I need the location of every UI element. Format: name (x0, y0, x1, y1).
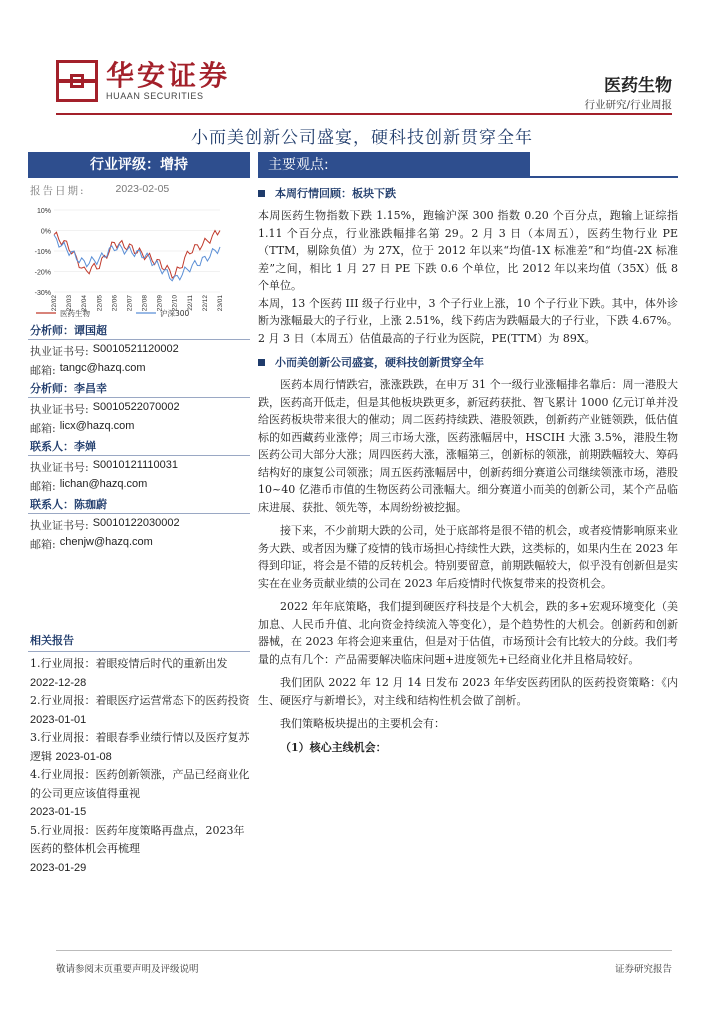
sector-label: 医药生物 (604, 76, 672, 96)
email-link[interactable]: chenjw@hazq.com (59, 536, 153, 548)
square-bullet-icon (258, 190, 265, 197)
footer-divider (56, 950, 672, 951)
logo-name-en: HUAAN SECURITIES (106, 91, 204, 101)
cert-label: 执业证书号: (30, 519, 89, 532)
related-reports-list (28, 655, 250, 877)
analyst-block (28, 436, 250, 494)
sidebar (28, 152, 250, 877)
analyst-block (28, 494, 250, 552)
chart-x-tick-label: 22/08 (141, 295, 149, 312)
paragraph: 我们策略板块提出的主要机会有： (280, 717, 445, 730)
section-heading (258, 185, 678, 201)
related-report-link[interactable] (30, 692, 250, 729)
chart-legend-label: 沪深300 (160, 309, 190, 318)
paragraph: 接下来，不少前期大跌的公司，处于底部将是很不错的机会，或者疫情影响原来业务大跌、或者因为赚了疫情的钱市场担心持续性大跌，这类标的，如果内生在 2023 年得到印证，将会是不错的反转机会。特别要留意，前期跌幅较大，似乎没有创新但是实实在在业务贡献业绩的公司在 2023 年后疫情时代恢复带来的投资机会。 (258, 524, 678, 590)
email-link[interactable]: licx@hazq.com (59, 420, 135, 432)
related-report-link[interactable] (30, 729, 250, 766)
section-title: 小而美创新公司盛宴，硬科技创新贯穿全年 (275, 356, 484, 369)
industry-rating: 行业评级：增持 (28, 152, 250, 178)
chart-x-tick-label: 22/10 (171, 295, 179, 312)
cert-number: S0010521120002 (92, 343, 179, 355)
performance-chart-svg (28, 200, 250, 320)
company-logo (56, 60, 230, 102)
cert-number: S0010122030002 (92, 517, 180, 529)
related-reports-heading: 相关报告 (28, 632, 250, 652)
chart-y-tick-label: 10% (36, 208, 51, 215)
paragraph: 医药本周行情跌宕，涨涨跌跌，在申万 31 个一级行业涨幅排名靠后：周一港股大跌，医药高开低走，但是其他板块跌更多，新冠药获批、智飞累计 1000 亿元订单并没给医药板块带来很大的催动；周二医药持续跌、港股领跌，创新药产业链领跌，低估值标的如西藏药业涨停；周三市场大涨，医药涨幅居中，HSCIH 大涨 3.5%，港股生物医药公司大部分大涨；周四医药大涨，涨幅第三，创新标的领涨，前期跌幅较大、筹码结构好的康复公司领涨；周五医药涨幅居中，创新药细分赛道公司继续领涨市场，港股 10~40 亿港币市值的生物医药公司涨幅大。细分赛道小而美的创新公司，某个产品临床进展、获批、领先等，本周纷纷被挖掘。 (258, 378, 678, 514)
related-report-date: 2023-01-08 (55, 750, 112, 763)
report-date-value: 2023-02-05 (115, 183, 170, 195)
chart-y-tick-label: -10% (34, 249, 51, 256)
paragraph: 我们团队 2022 年 12 月 14 日发布 2023 年华安医药团队的医药投资策略：《内生、硬医疗与新增长》，对主线和结构性机会做了剖析。 (258, 676, 678, 707)
analyst-name: 联系人：陈珈蔚 (28, 494, 250, 514)
logo-emblem-icon (56, 60, 98, 102)
analyst-name: 联系人：李婵 (28, 436, 250, 456)
related-report-link[interactable] (30, 822, 250, 878)
square-bullet-icon (258, 359, 265, 366)
email-label: 邮箱: (30, 480, 56, 493)
key-views-rule (530, 176, 678, 178)
chart-series-line (54, 235, 220, 281)
performance-chart (28, 200, 250, 320)
analyst-name: 分析师：李昌幸 (28, 378, 250, 398)
related-report-title: 4.行业周报：医药创新领涨，产品已经商业化的公司更应该值得重视 (30, 768, 250, 800)
paragraph: 本周医药生物指数下跌 1.15%，跑输沪深 300 指数 0.20 个百分点，跑输上证综指 1.11 个百分点，行业涨跌幅排名第 29。2 月 3 日（本周五），医药生物行业 PE（TTM，剔除负值）为 27X，位于 2012 年以来“均值-1X 标准差”和“均值-2X 标准差”之间，相比 1 月 27 日 PE 下跌 0.6 个单位，比 2012 年以来均值（35X）低 8 个单位。 (258, 209, 678, 292)
related-report-title: 5.行业周报：医药年度策略再盘点，2023年医药的整体机会再梳理 (30, 823, 245, 855)
chart-x-tick-label: 22/04 (81, 295, 89, 312)
email-link[interactable]: tangc@hazq.com (59, 362, 146, 374)
chart-x-tick-label: 22/12 (201, 295, 209, 312)
chart-x-tick-label: 22/06 (111, 295, 119, 312)
email-label: 邮箱: (30, 538, 56, 551)
cert-label: 执业证书号: (30, 345, 89, 358)
report-type: 行业研究/行业周报 (584, 99, 672, 111)
related-report-title: 3.行业周报：着眼春季业绩行情以及医疗复苏逻辑 (30, 731, 250, 763)
chart-x-tick-label: 23/01 (217, 295, 224, 312)
header-divider (56, 113, 672, 115)
chart-x-tick-label: 22/07 (126, 295, 134, 312)
email-label: 邮箱: (30, 364, 56, 377)
email-label: 邮箱: (30, 422, 56, 435)
section-heading (258, 354, 678, 370)
chart-y-tick-label: 0% (40, 228, 51, 236)
key-views-heading: 主要观点: (258, 152, 530, 178)
chart-y-tick-label: -30% (34, 290, 51, 297)
cert-number: S0010121110031 (92, 459, 178, 471)
email-link[interactable]: lichan@hazq.com (59, 478, 148, 490)
footer-label: 证券研究报告 (614, 964, 672, 975)
cert-label: 执业证书号: (30, 461, 89, 474)
chart-x-tick-label: 22/09 (156, 295, 164, 312)
chart-y-tick-label: -20% (34, 269, 51, 277)
analyst-list (28, 320, 250, 552)
paragraph: 2022 年年底策略，我们提到硬医疗科技是个大机会，跌的多+宏观环境变化（美加息、人民币升值、北向资金持续流入等变化），是个趋势性的大机会。创新药和创新器械，在 2023 年将会迎来重估，但是对于估值，市场预计会有比较大的分歧。我们考量的点有几个：产品需要解决临床问题+进度领先+已经商业化并且格局较好。 (258, 600, 678, 666)
sub-heading: （1）核心主线机会： (280, 740, 387, 754)
chart-x-tick-label: 22/02 (51, 295, 58, 312)
section-title: 本周行情回顾：板块下跌 (275, 187, 396, 200)
related-report-link[interactable] (30, 766, 250, 822)
report-date (28, 183, 250, 198)
analyst-block (28, 320, 250, 378)
report-date-label: 报告日期: (30, 185, 86, 197)
related-report-date: 2023-01-15 (30, 806, 87, 818)
related-report-title: 1.行业周报：着眼疫情后时代的重新出发 (30, 657, 228, 670)
paragraph: 本周，13 个医药 III 级子行业中，3 个子行业上涨，10 个子行业下跌。其中，体外诊断为涨幅最大的子行业，上涨 2.51%，线下药店为跌幅最大的子行业，下跌 4.67%。2 月 3 日（本周五）估值最高的子行业为医院，PE(TTM）为 89X。 (258, 296, 678, 345)
logo-name-cn: 华安证券 (106, 59, 231, 92)
related-report-date: 2022-12-28 (30, 676, 87, 689)
related-report-date: 2023-01-29 (30, 861, 87, 874)
related-report-title: 2.行业周报：着眼医疗运营常态下的医药投资 (30, 694, 250, 707)
analyst-name: 分析师：谭国超 (28, 320, 250, 340)
chart-legend-label: 医药生物 (60, 309, 90, 318)
cert-label: 执业证书号: (30, 403, 89, 416)
chart-x-tick-label: 22/11 (186, 295, 194, 311)
footer-disclaimer: 敬请参阅末页重要声明及评级说明 (56, 964, 199, 975)
analyst-block (28, 378, 250, 436)
related-report-link[interactable] (30, 655, 250, 692)
chart-x-tick-label: 22/03 (66, 295, 74, 312)
main-content (258, 152, 678, 755)
chart-series-line (54, 231, 220, 279)
chart-x-tick-label: 22/05 (96, 295, 104, 312)
page-title: 小而美创新公司盛宴，硬科技创新贯穿全年 (191, 128, 533, 148)
cert-number: S0010522070002 (92, 401, 180, 413)
related-report-date: 2023-01-01 (30, 713, 87, 726)
